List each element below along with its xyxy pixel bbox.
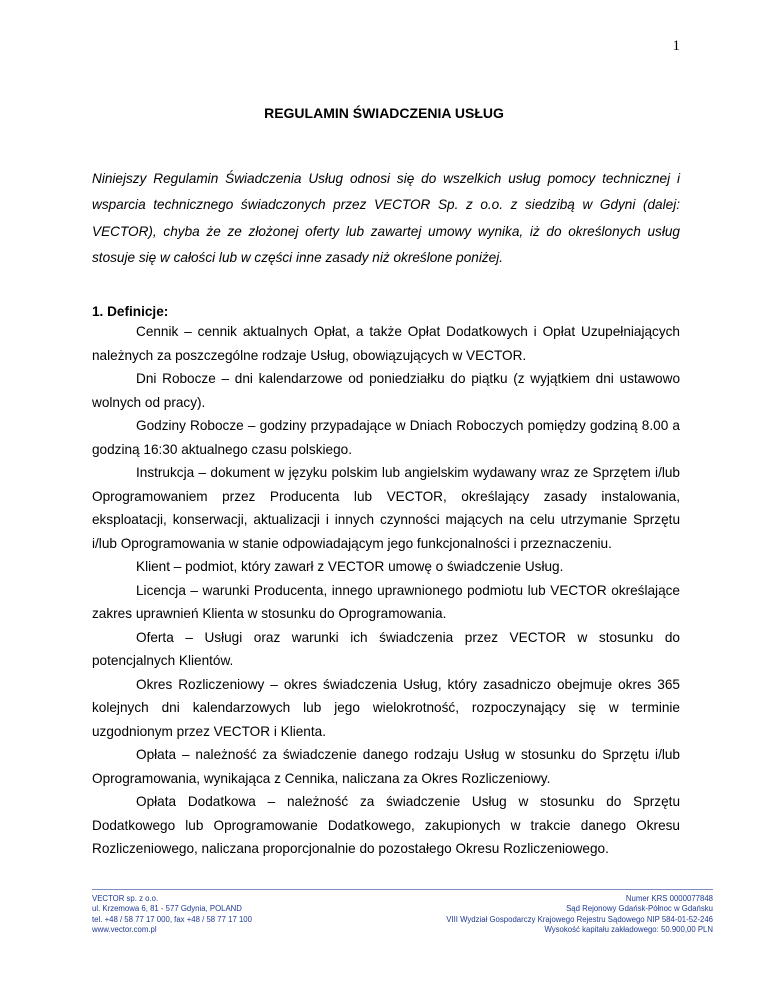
footer-register-nip: VIII Wydział Gospodarczy Krajowego Rejestru Sądowego NIP 584-01-52-246 (446, 914, 713, 924)
footer-company-name: VECTOR sp. z o.o. (92, 894, 159, 903)
definition-oplata-dodatkowa: Opłata Dodatkowa – należność za świadczenie Usług w stosunku do Sprzętu Dodatkowego lub Oprogramowanie Dodatkowego, zakupionych w trakcie danego Okresu Rozliczeniowego, naliczana proporcjonalnie do pozostałego Okresu Rozliczeniowego. (92, 794, 680, 856)
section-heading-definitions: 1. Definicje: (92, 304, 169, 319)
footer-divider (92, 889, 713, 890)
footer-website-link[interactable]: www.vector.com.pl (92, 925, 157, 935)
intro-paragraph: Niniejszy Regulamin Świadczenia Usług odnosi się do wszelkich usług pomocy technicznej i wsparcia technicznego świadczonych przez VECTOR Sp. z o.o. z siedzibą w Gdyni (dalej: VECTOR), chyba że ze złożonej oferty lub zawartej umowy wynika, iż do określonych usług stosuje się w całości lub w części inne zasady niż określone poniżej. (92, 171, 680, 266)
footer-phone-fax: tel. +48 / 58 77 17 000, fax +48 / 58 77 17 100 (92, 914, 252, 924)
page-number: 1 (672, 38, 680, 54)
definitions-list (92, 320, 680, 861)
definition-oferta: Oferta – Usługi oraz warunki ich świadczenia przez VECTOR w stosunku do potencjalnych Klientów. (92, 629, 680, 668)
definition-klient: Klient – podmiot, który zawarł z VECTOR umowę o świadczenie Usług. (136, 559, 564, 574)
footer-address: ul. Krzemowa 6, 81 - 577 Gdynia, POLAND (92, 904, 242, 914)
definition-licencja: Licencja – warunki Producenta, innego uprawnionego podmiotu lub VECTOR określające zakres uprawnień Klienta w stosunku do Oprogramowania. (92, 582, 680, 621)
footer-company-info (92, 894, 252, 936)
definition-instrukcja: Instrukcja – dokument w języku polskim lub angielskim wydawany wraz ze Sprzętem i/lub Oprogramowaniem przez Producenta lub VECTOR, określający zasady instalowania, eksploatacji, konserwacji, aktualizacji i innych czynności mających na celu utrzymanie Sprzętu i/lub Oprogramowania w stanie odpowiadającym jego funkcjonalności i przeznaczeniu. (92, 465, 680, 551)
document-title: REGULAMIN ŚWIADCZENIA USŁUG (264, 105, 504, 121)
definition-oplata: Opłata – należność za świadczenie danego rodzaju Usług w stosunku do Sprzętu i/lub Oprogramowania, wynikająca z Cennika, naliczana za Okres Rozliczeniowy. (92, 747, 680, 786)
footer-registry-info (446, 894, 713, 936)
definition-godziny-robocze: Godziny Robocze – godziny przypadające w Dniach Roboczych pomiędzy godziną 8.00 a godziną 16:30 aktualnego czasu polskiego. (92, 418, 680, 457)
definition-dni-robocze: Dni Robocze – dni kalendarzowe od poniedziałku do piątku (z wyjątkiem dni ustawowo wolnych od pracy). (92, 371, 680, 410)
definition-okres-rozliczeniowy: Okres Rozliczeniowy – okres świadczenia Usług, który zasadniczo obejmuje okres 365 kolejnych dni kalendarzowych lub jego wielokrotność, rozpoczynający się w terminie uzgodnionym przez VECTOR i Klienta. (92, 676, 680, 739)
footer-krs-number: Numer KRS 0000077848 (625, 894, 713, 903)
footer-share-capital: Wysokość kapitału zakładowego: 50.900,00 PLN (544, 925, 713, 935)
definition-cennik: Cennik – cennik aktualnych Opłat, a także Opłat Dodatkowych i Opłat Uzupełniających należnych za poszczególne rodzaje Usług, obowiązujących w VECTOR. (92, 324, 680, 363)
footer-court: Sąd Rejonowy Gdańsk-Północ w Gdańsku (566, 904, 713, 914)
